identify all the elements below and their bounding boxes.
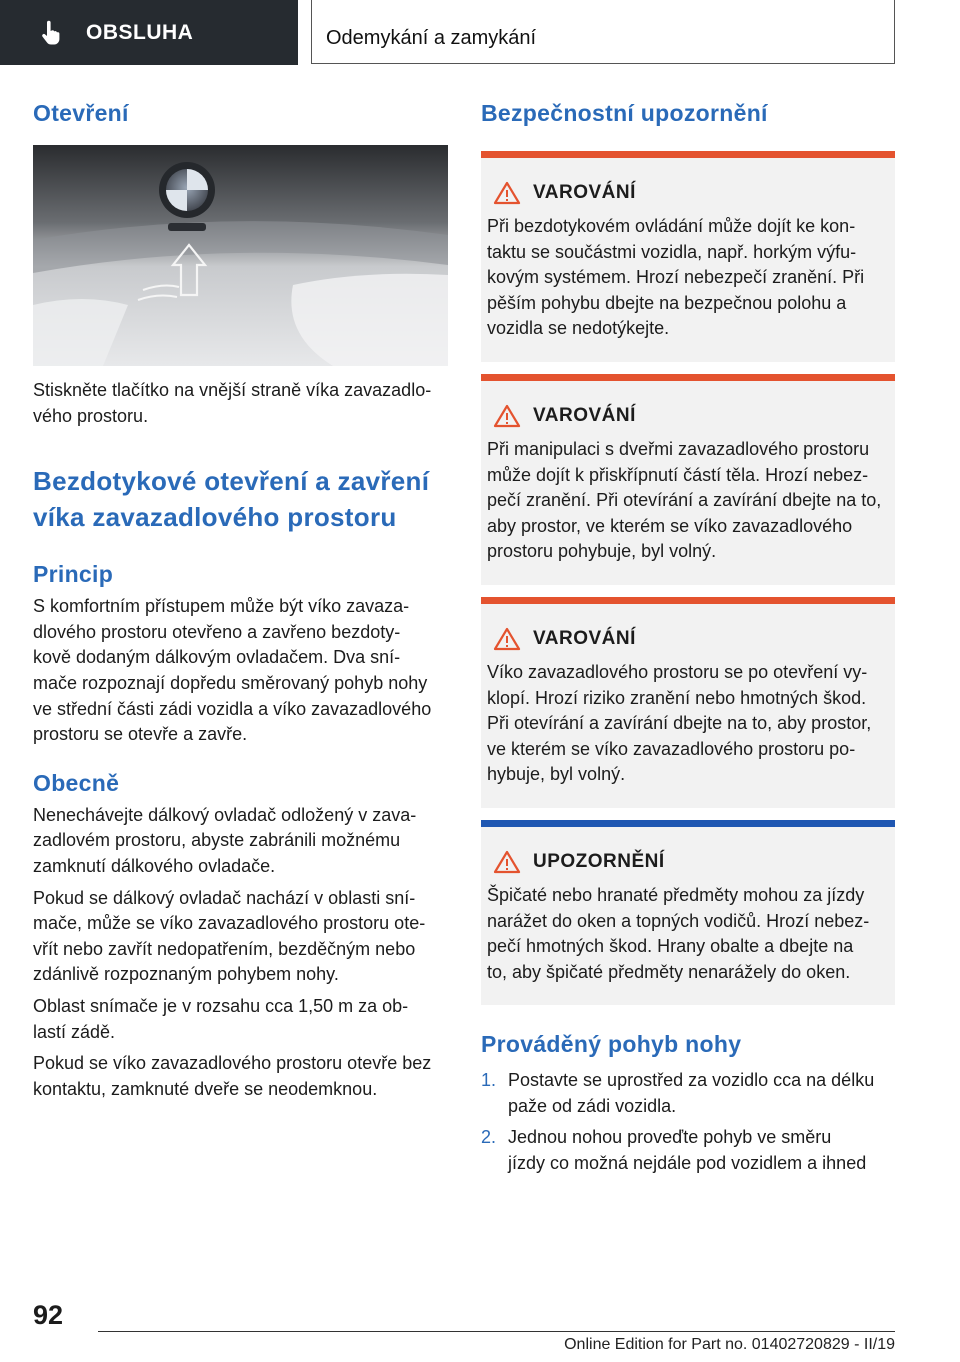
list-item <box>481 1068 895 1119</box>
chapter-title: Odemykání a zamykání <box>311 0 895 64</box>
warning-triangle-icon <box>493 404 521 428</box>
warning-triangle-icon <box>493 627 521 651</box>
notice-box <box>481 820 895 1005</box>
notice-text: Špičaté nebo hranaté předměty mohou za jízdy narážet do oken a topných vodičů. Hrozí nebez- pečí hmotných škod. Hrany obalte a dbejte na to, aby špičaté předměty nenarážely do oken. <box>487 884 870 982</box>
warning-box <box>481 597 895 808</box>
heading-principle: Princip <box>33 561 114 588</box>
general-paragraph-4: Pokud se víko zavazadlového prostoru otevře bez kontaktu, zamknuté dveře se neodemknou. <box>33 1053 432 1099</box>
section-label: OBSLUHA <box>86 20 194 44</box>
step-number: 2. <box>481 1127 497 1148</box>
warning-box <box>481 151 895 362</box>
steps-list <box>481 1068 895 1176</box>
warning-text: Při bezdotykovém ovládání může dojít ke kon- taktu se součástmi vozidla, např. horkým výfu- kovým systémem. Hrozí nebezpečí zranění. Při pěším pohybu dbejte na bezpečnou polohu a vozidla se nedotýkejte. <box>487 216 865 339</box>
principle-text: S komfortním přístupem může být víko zavaza- dlového prostoru otevřeno a zavřeno bezdoty- kově dodaným dálkovým ovladačem. Dva sní- mače rozpoznají dopředu směrovaný pohyb nohy ve střední části zádi vozidla a víko zavazadlového prostoru se otevře a zavře. <box>33 596 432 745</box>
warning-title: VAROVÁNÍ <box>533 627 636 649</box>
general-paragraph-3: Oblast snímače je v rozsahu cca 1,50 m za ob- lastí zádě. <box>33 995 409 1042</box>
list-item <box>481 1125 895 1176</box>
heading-safety: Bezpečnostní upozornění <box>481 100 768 126</box>
general-paragraph-1: Nenechávejte dálkový ovladač odložený v zava- zadlovém prostoru, abyste zabránili možnému zamknutí dálkového ovladače. <box>33 804 417 876</box>
step-number: 1. <box>481 1070 497 1091</box>
notice-title: UPOZORNĚNÍ <box>533 850 665 872</box>
warning-title: VAROVÁNÍ <box>533 404 636 426</box>
warning-text: Při manipulaci s dveřmi zavazadlového prostoru může dojít k přiskřípnutí částí těla. Hrozí nebez- pečí zranění. Při otevírání a zavírání dbejte na to, aby prostor, ve kterém se víko zavazadlového prostoru pohybuje, byl volný. <box>487 438 882 562</box>
warning-text: Víko zavazadlového prostoru se po otevření vy- klopí. Hrozí riziko zranění nebo hmotných škod. Při otevírání a zavírání dbejte na to, aby prostor, ve kterém se víko zavazadlového prostoru po- hybuje, byl volný. <box>487 661 872 785</box>
heading-movement: Prováděný pohyb nohy <box>481 1031 742 1058</box>
page-number: 92 <box>33 1300 64 1330</box>
warning-title: VAROVÁNÍ <box>533 182 636 203</box>
heading-contactless: Bezdotykové otevření a zavření víka zavazadlového prostoru <box>33 466 430 533</box>
warning-box <box>481 374 895 585</box>
general-paragraph-2: Pokud se dálkový ovladač nachází v oblasti sní- mače, může se víko zavazadlového prostoru ote- vřít nebo zavřít nedopatřením, bezděčným nebo zdánlivě rozpoznaným pohybem nohy. <box>33 887 426 985</box>
section-tab <box>0 0 298 65</box>
trunk-button-photo <box>33 145 448 366</box>
heading-open: Otevření <box>33 100 129 126</box>
page-header <box>0 0 960 66</box>
footer-edition: Online Edition for Part no. 01402720829 - II/19 <box>564 1336 895 1353</box>
right-column <box>481 100 895 1183</box>
warning-triangle-icon <box>493 850 521 874</box>
heading-general: Obecně <box>33 769 120 796</box>
step-text: Jednou nohou proveďte pohyb ve směru jízdy co možná nejdále pod vozidlem a ihned <box>508 1127 867 1174</box>
left-column <box>33 100 448 1102</box>
photo-caption: Stiskněte tlačítko na vnější straně víka zavazadlo- vého prostoru. <box>33 380 432 426</box>
footer-divider <box>98 1331 895 1332</box>
step-text: Postavte se uprostřed za vozidlo cca na délku paže od zádi vozidla. <box>508 1070 875 1116</box>
warning-triangle-icon <box>493 181 521 205</box>
hand-pointer-icon <box>38 20 64 46</box>
